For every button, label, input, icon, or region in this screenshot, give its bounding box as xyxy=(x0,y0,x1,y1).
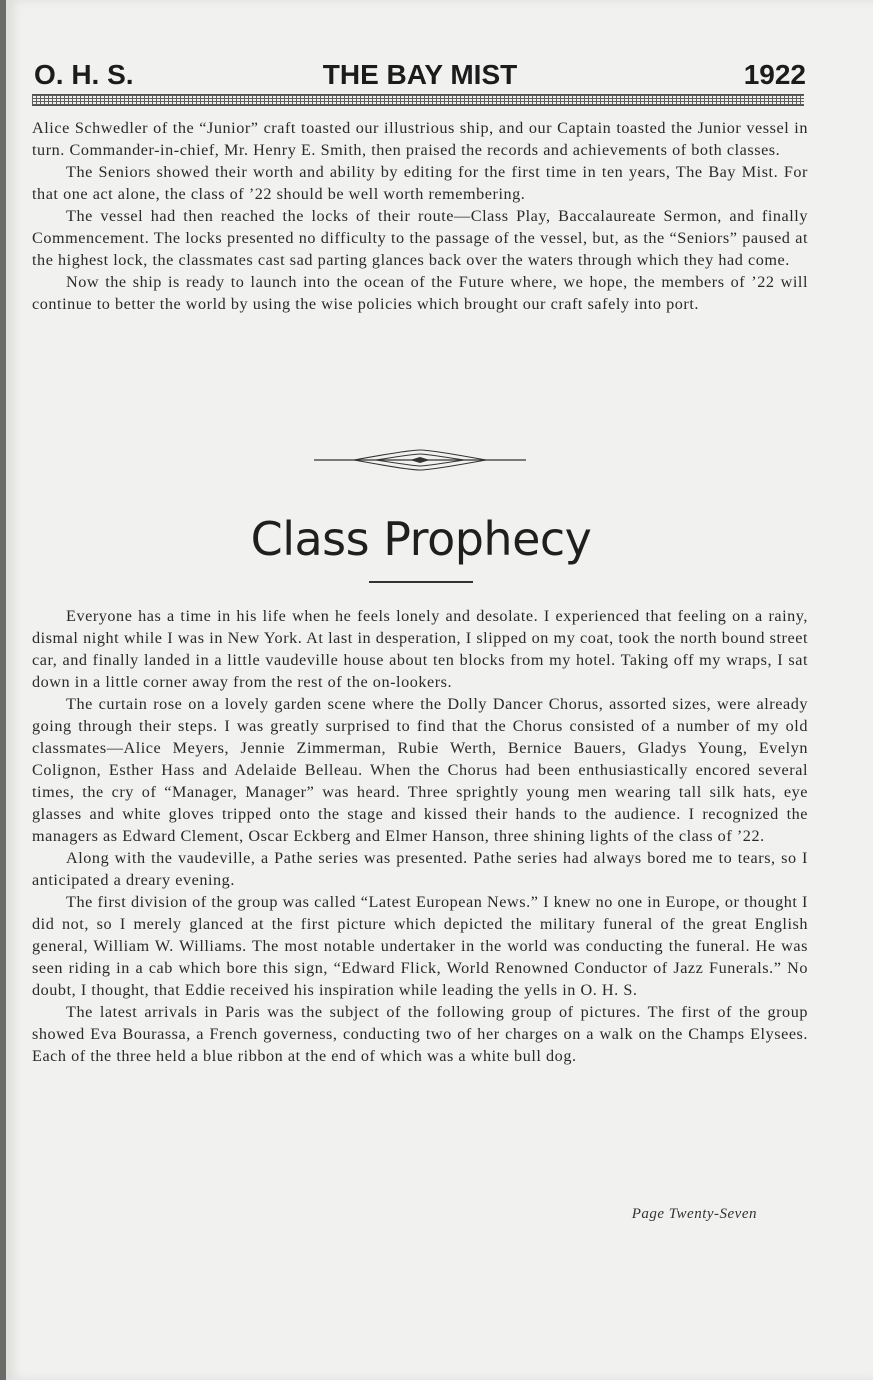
page-number: Page Twenty-Seven xyxy=(631,1206,757,1222)
paragraph: Now the ship is ready to launch into the ocean of the Future where, we hope, the members of ’22 will continue to better the world by using the wise policies which brought our craft safely into port. xyxy=(32,273,808,313)
title-underline xyxy=(369,581,473,583)
paragraph: Along with the vaudeville, a Pathe series was presented. Pathe series had always bored me to tears, so I anticipated a dreary evening. xyxy=(32,849,808,889)
paragraph: The Seniors showed their worth and ability by editing for the first time in ten years, The Bay Mist. For that one act alone, the class of ’22 should be well worth remembering. xyxy=(32,163,808,203)
header-title: THE BAY MIST xyxy=(322,59,518,90)
paragraph: The curtain rose on a lovely garden scene where the Dolly Dancer Chorus, assorted sizes, were already going through their steps. I was greatly surprised to find that the Chorus consisted of a number of my old classmates—Alice Meyers, Jennie Zimmerman, Rubie Werth, Bernice Bauers, Gladys Young, Evelyn Colignon, Esther Hass and Adelaide Belleau. When the Chorus had been enthusiastically encored several times, the cry of “Manager, Manager” was heard. Three sprightly young men wearing tall silk hats, eye glasses and white gloves tripped onto the stage and kissed their hands to the audience. I recognized the managers as Edward Clement, Oscar Eckberg and Elmer Hanson, three shining lights of the class of ’22. xyxy=(32,695,808,845)
paragraph: The latest arrivals in Paris was the subject of the following group of pictures. The first of the group showed Eva Bourassa, a French governess, conducting two of her charges on a walk on the Champs Elysees. Each of the three held a blue ribbon at the end of which was a white bull dog. xyxy=(32,1003,808,1065)
class-prophecy-article xyxy=(32,605,808,1067)
section-title: Class Prophecy xyxy=(250,512,592,566)
header-year: 1922 xyxy=(743,59,806,90)
paragraph: The vessel had then reached the locks of their route—Class Play, Baccalaureate Sermon, and finally Commencement. The locks presented no difficulty to the passage of the vessel, but, as the “Seniors” paused at the highest lock, the classmates cast sad parting glances back over the waters through which they had come. xyxy=(32,207,808,269)
header-decorative-rule xyxy=(32,94,804,106)
header-school: O. H. S. xyxy=(34,59,134,90)
paragraph: Alice Schwedler of the “Junior” craft toasted our illustrious ship, and our Captain toasted the Junior vessel in turn. Commander-in-chief, Mr. Henry E. Smith, then praised the records and achievements of both classes. xyxy=(32,119,808,159)
paragraph: Everyone has a time in his life when he feels lonely and desolate. I experienced that feeling on a rainy, dismal night while I was in New York. At last in desperation, I slipped on my coat, took the north bound street car, and finally landed in a little vaudeville house about ten blocks from my hotel. Taking off my wraps, I sat down in a little corner away from the rest of the on-lookers. xyxy=(32,607,808,691)
continued-article xyxy=(32,117,808,315)
ornamental-divider-icon xyxy=(314,448,526,472)
paragraph: The first division of the group was called “Latest European News.” I knew no one in Europe, or thought I did not, so I merely glanced at the first picture which depicted the military funeral of the great English general, William W. Williams. The most notable undertaker in the world was conducting the funeral. He was seen riding in a cab which bore this sign, “Edward Flick, World Renowned Conductor of Jazz Funerals.” No doubt, I thought, that Eddie received his inspiration while leading the yells in O. H. S. xyxy=(32,893,808,999)
page-header xyxy=(34,58,806,92)
document-page xyxy=(6,0,873,1380)
